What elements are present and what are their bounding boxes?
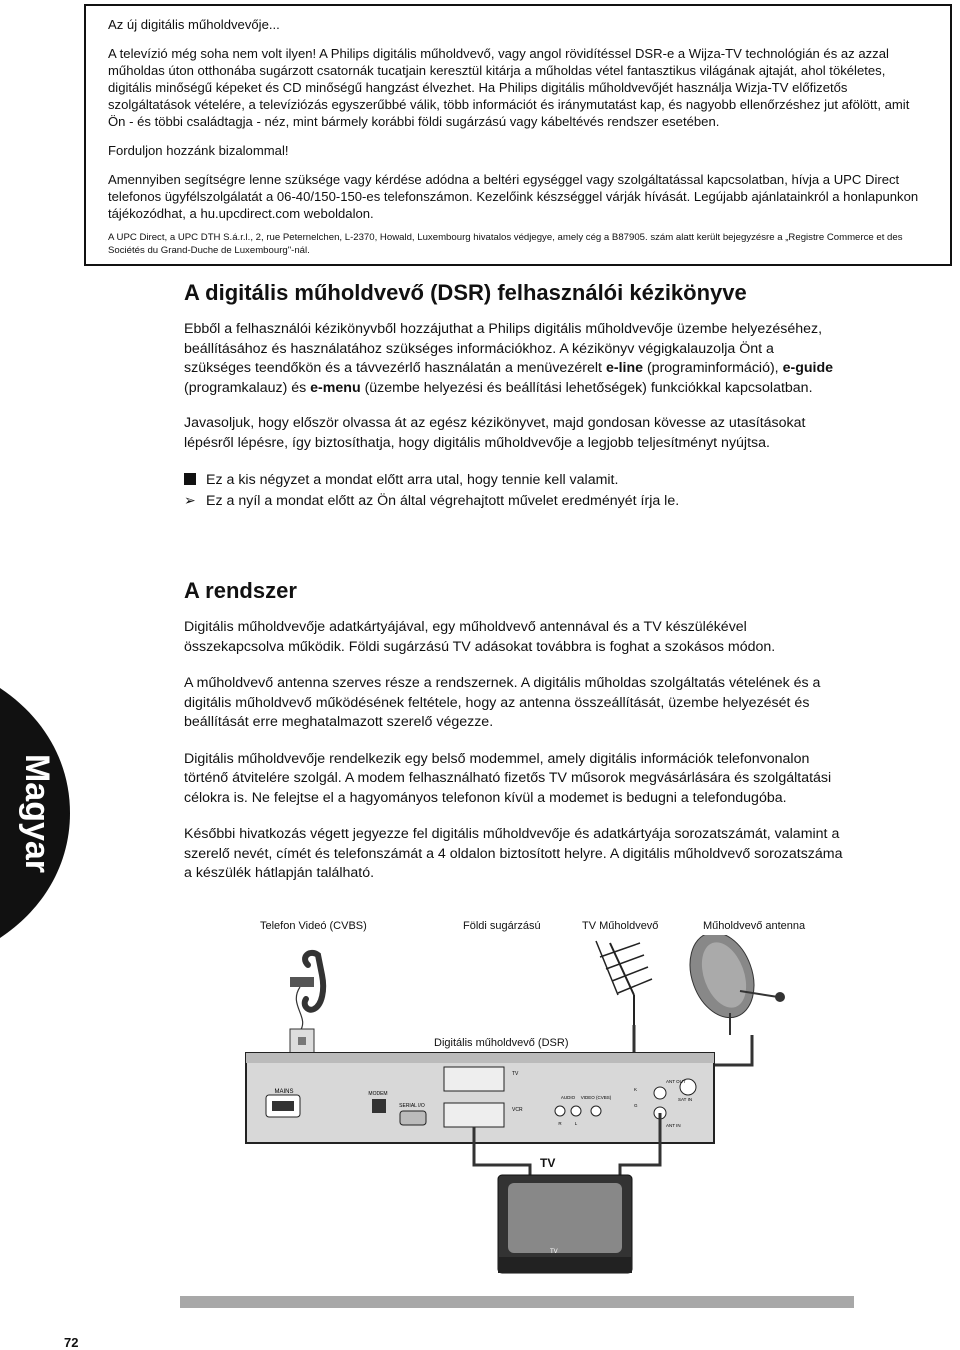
telephone-icon: [290, 953, 323, 1053]
intro-title: Az új digitális műholdvevője...: [108, 17, 280, 32]
caption-tv-satellite: TV Műholdvevő: [582, 920, 659, 932]
arrow-bullet-text: Ez a nyíl a mondat előtt az Ön által végrehajtott művelet eredményét írja le.: [206, 492, 680, 509]
ant-in-label: ANT IN: [666, 1123, 681, 1128]
manual-paragraph-2: Javasoljuk, hogy először olvassa át az egész kézikönyvet, majd gondosan kövesse az utasításokat lépésről lépésre, így biztosíthatja, hogy digitális műholdvevője a legjobb teljesítményt nyújtsa.: [184, 415, 806, 451]
ant-out-label: ANT OUT: [666, 1079, 686, 1084]
square-bullet-icon: [184, 473, 196, 485]
system-heading: A rendszer: [184, 578, 297, 603]
video-label: VIDEO (CVBS): [580, 1095, 612, 1100]
tv-brand-label: TV: [550, 1249, 558, 1255]
caption-dsr: Digitális műholdvevő (DSR): [434, 1037, 569, 1049]
legend-square-item: [184, 471, 844, 491]
sat-in-label: SAT IN: [678, 1097, 693, 1102]
manual-paragraph-1: [184, 320, 844, 398]
page-number: 72: [64, 1335, 79, 1350]
terrestrial-antenna-icon: [596, 941, 652, 1025]
manual-heading: A digitális műholdvevő (DSR) felhasználói kézikönyve: [184, 280, 747, 305]
tv-scart-label: TV: [512, 1071, 519, 1077]
vcr-scart-label: VCR: [512, 1107, 523, 1113]
manual-text-a: Ebből a felhasználói kézikönyvből hozzájuthat a Philips digitális műholdvevője üzembe helyezéséhez, beállításához és használatához szükséges információkhoz. A kézikönyv végigkalauzolja Önt a szükséges teendőkön és a távvezérlő használatán a menüvezérelt: [184, 321, 823, 376]
satellite-dish-icon: [679, 935, 785, 1035]
e-guide-term: e-guide: [782, 360, 834, 376]
caption-dish: Műholdvevő antenna: [703, 920, 806, 932]
tv-set-icon: [498, 1175, 632, 1273]
audio-label: AUDIO: [560, 1095, 576, 1100]
k-label: K: [634, 1087, 638, 1092]
mains-label: MAINS: [274, 1089, 294, 1095]
language-side-tab: [0, 688, 72, 938]
footer-bar: [180, 1296, 854, 1308]
intro-paragraph-3: Amennyiben segítségre lenne szüksége vagy kérdése adódna a beltéri egységgel vagy szolgáltatással kapcsolatban, hívja a UPC Direct telefonos ügyfélszolgálatát a 06-40/150-150-es telefonszámon. Kezelőink készséggel várják hívását. Legújabb ajánlatainkról a honlapunkon tájékozódhat, a hu.upcdirect.com weboldalon.: [108, 172, 919, 221]
e-menu-term: e-menu: [310, 379, 361, 396]
manual-text-d: (programkalauz) és: [184, 379, 311, 396]
system-paragraph-3: Digitális műholdvevője rendelkezik egy belső modemmel, amely digitális információk telefonvonalon történő átvitelére szolgál. A modem felhasználható fizetős TV műsorok megvásárlására és szolgáltatási célokra is. Ne felejtse el a hagyományos telefonon kívül a modemet is bedugni a telefondugóba.: [184, 750, 832, 806]
manual-text-c: (programinformáció),: [643, 360, 783, 376]
legal-notice: A UPC Direct, a UPC DTH S.á.r.l., 2, rue Peternelchen, L-2370, Howald, Luxembourg hivatalos védjegye, amely cég a B87905. szám alatt került bejegyzésre a „Registre Commerce et des Sociétés du Grand-Duche de Luxembourg"-nál.: [108, 232, 903, 256]
manual-section: [184, 280, 844, 511]
intro-box: [84, 4, 952, 266]
caption-phone: Telefon Videó (CVBS): [260, 920, 367, 932]
connection-diagram: [230, 935, 830, 1290]
system-paragraph-1: Digitális műholdvevője adatkártyájával, egy műholdvevő antennával és a TV készülékével összekapcsolva működik. Földi sugárzású TV adásokat továbbra is foghat a szokásos módon.: [184, 619, 776, 655]
caption-terrestrial: Földi sugárzású: [463, 920, 541, 932]
audio-r-label: R: [558, 1121, 562, 1126]
serial-label: SERIAL I/O: [399, 1103, 425, 1109]
audio-l-label: L: [574, 1121, 578, 1126]
system-section: [184, 578, 844, 884]
intro-paragraph-2: Forduljon hozzánk bizalommal!: [108, 143, 289, 158]
manual-text-e: (üzembe helyezési és beállítási lehetőségek) funkciókkal kapcsolatban.: [360, 379, 813, 396]
legend-list: [184, 471, 844, 511]
system-paragraph-4: Későbbi hivatkozás végett jegyezze fel digitális műholdvevője és adatkártyája sorozatszámát, valamint a szerelő nevét, címét és telefonszámát a 4 oldalon biztosított helyre. A digitális műholdvevő sorozatszáma a készülék hátlapján található.: [184, 826, 843, 881]
intro-paragraph-1: A televízió még soha nem volt ilyen! A Philips digitális műholdvevő, vagy angol rövidítéssel DSR-e a Wijza-TV technológián és az azzal műholdas úton otthonába sugárzott csatornák tucatjain keresztül kitárja a műholdas vétel fantasztikus világának ajtaját, ahol tökéletes, digitális minőségű képeket és CD minőségű hangzást élvezhet. Ha Philips digitális műholdvevőjét használja Wizja-TV előfizetős szolgáltatások vételére, a televíziózás egyszerűbbé válik, több információt és iránymutatást kap, és nagyobb ellenőrzéshez jut afölött, amit Ön - és többi családtagja - néz, mint bármely korábbi földi sugárzású vagy kábeltévés rendszer esetében.: [108, 46, 910, 129]
side-tab-label: Magyar: [18, 753, 57, 873]
square-bullet-text: Ez a kis négyzet a mondat előtt arra utal, hogy tennie kell valamit.: [206, 472, 619, 488]
dsr-receiver-back-panel: [246, 1053, 714, 1143]
g-label: G: [634, 1103, 638, 1108]
system-paragraph-2: A műholdvevő antenna szerves része a rendszernek. A digitális műholdas szolgáltatás vételének és a digitális műholdvevő működésének feltétele, hogy az antenna összeállítását, üzembe helyezését és beállítását erre meghatalmazott szerelő végezze.: [184, 675, 821, 730]
modem-label: MODEM: [368, 1091, 388, 1097]
e-line-term: e-line: [605, 360, 644, 376]
legend-arrow-item: [184, 491, 844, 512]
caption-tv: TV: [540, 1156, 556, 1170]
arrow-bullet-icon: ➢: [184, 491, 196, 508]
